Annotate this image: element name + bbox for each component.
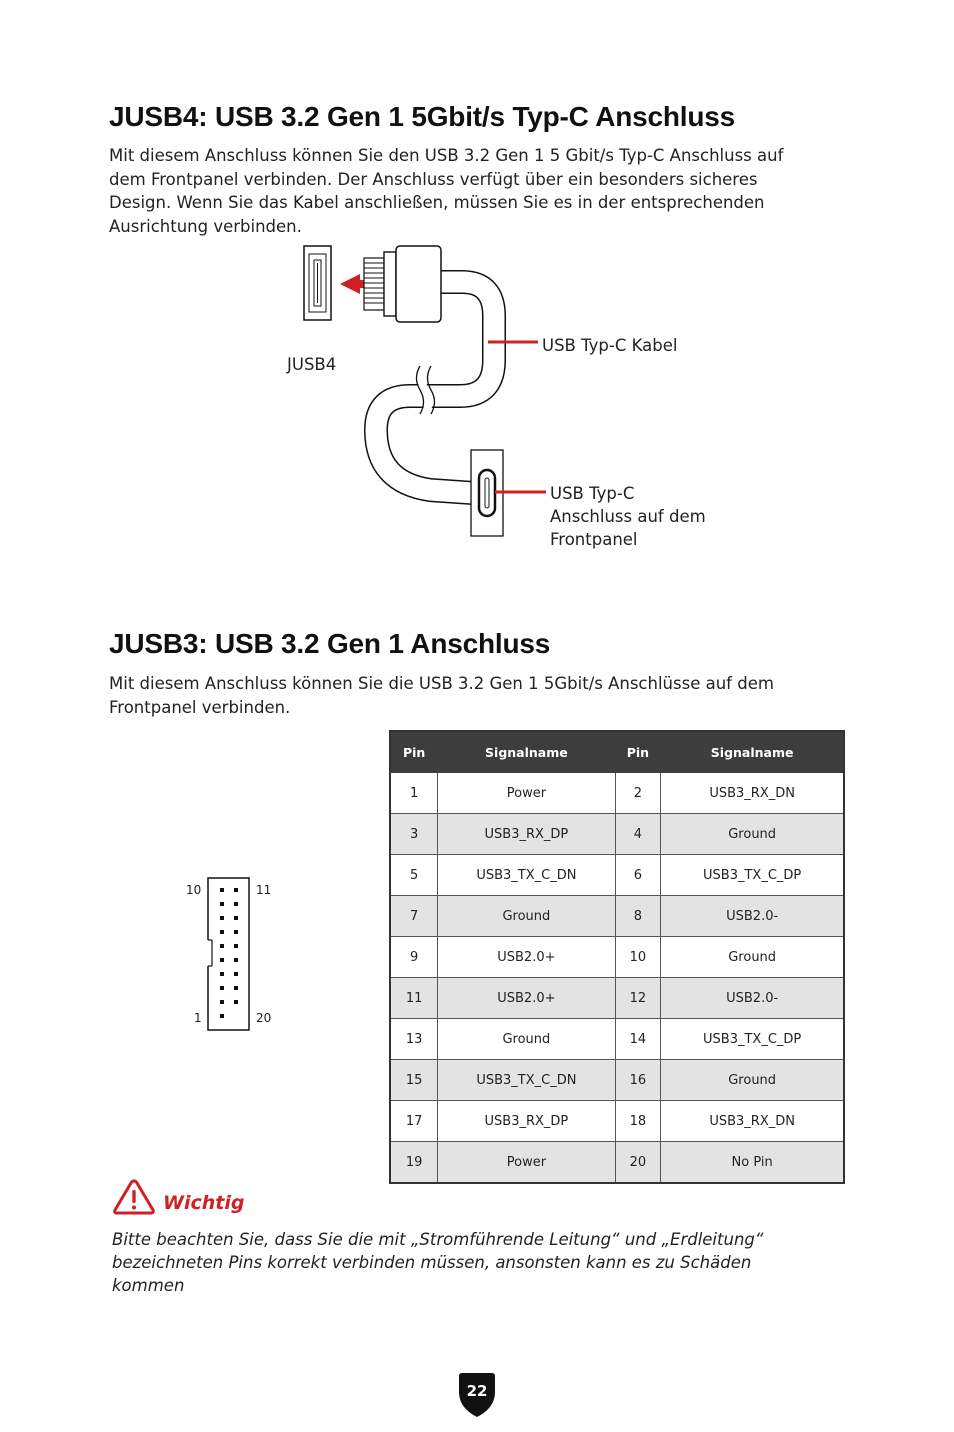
table-cell: Ground (661, 1060, 844, 1101)
warning-line: bezeichneten Pins korrekt verbinden müssen, ansonsten kann es zu Schäden (112, 1253, 752, 1272)
body-line: Frontpanel verbinden. (109, 697, 291, 717)
body-line: Design. Wenn Sie das Kabel anschließen, müssen Sie es in der entsprechenden (109, 193, 765, 212)
table-cell: Ground (661, 814, 844, 855)
usb-c-plug-icon (364, 246, 441, 322)
warning-triangle-icon (112, 1178, 156, 1216)
table-header-cell: Pin (390, 731, 438, 773)
table-header-cell: Signalname (661, 731, 844, 773)
table-cell: USB2.0- (661, 896, 844, 937)
body-line: Mit diesem Anschluss können Sie den USB 3.2 Gen 1 5 Gbit/s Typ-C Anschluss auf (109, 146, 784, 165)
table-cell: 2 (615, 773, 661, 814)
section-title-jusb4: JUSB4: USB 3.2 Gen 1 5Gbit/s Typ-C Anschluss (109, 101, 736, 132)
table-cell: USB3_RX_DP (438, 814, 615, 855)
body-line: dem Frontpanel verbinden. Der Anschluss verfügt über ein besonders sicheres (109, 169, 758, 189)
table-cell: USB3_TX_C_DN (438, 855, 615, 896)
port-label-line: Frontpanel (550, 530, 638, 549)
table-cell: USB3_RX_DN (661, 1101, 844, 1142)
table-cell: USB3_RX_DP (438, 1101, 615, 1142)
section-body-jusb3 (109, 672, 829, 719)
table-cell: Power (438, 773, 615, 814)
table-header-row (390, 731, 844, 773)
pin-label-10: 10 (186, 883, 202, 897)
table-cell: Ground (438, 1019, 615, 1060)
table-cell: No Pin (661, 1142, 844, 1184)
table-row (390, 773, 844, 814)
table-cell: Power (438, 1142, 615, 1184)
jusb4-label: JUSB4 (287, 355, 337, 374)
table-row (390, 814, 844, 855)
port-label-line: Anschluss auf dem (550, 507, 706, 526)
table-cell: USB3_TX_C_DN (438, 1060, 615, 1101)
table-cell: USB2.0+ (438, 937, 615, 978)
cable-label: USB Typ-C Kabel (542, 336, 678, 355)
table-cell: USB2.0+ (438, 978, 615, 1019)
table-cell: Ground (661, 937, 844, 978)
warning-text (112, 1228, 832, 1297)
table-header-cell: Pin (615, 731, 661, 773)
body-line: Mit diesem Anschluss können Sie die USB 3.2 Gen 1 5Gbit/s Anschlüsse auf dem (109, 674, 774, 693)
table-cell: 11 (390, 978, 438, 1019)
table-cell: 8 (615, 896, 661, 937)
pin-label-1: 1 (194, 1011, 202, 1025)
table-cell: USB3_TX_C_DP (661, 1019, 844, 1060)
table-cell: USB2.0- (661, 978, 844, 1019)
table-header-cell: Signalname (438, 731, 615, 773)
table-cell: 3 (390, 814, 438, 855)
table-row (390, 1019, 844, 1060)
pin-assignment-table (389, 730, 845, 1184)
table-cell: 5 (390, 855, 438, 896)
jusb4-connection-diagram (0, 0, 954, 600)
table-cell: 4 (615, 814, 661, 855)
page-number: 22 (466, 1382, 488, 1400)
table-row (390, 1101, 844, 1142)
section-title-jusb3: JUSB3: USB 3.2 Gen 1 Anschluss (109, 628, 551, 659)
table-cell: Ground (438, 896, 615, 937)
table-cell: 14 (615, 1019, 661, 1060)
table-row (390, 1060, 844, 1101)
jusb4-connector-icon (304, 246, 331, 320)
table-row (390, 896, 844, 937)
port-label (550, 482, 706, 551)
table-cell: 17 (390, 1101, 438, 1142)
table-cell: 19 (390, 1142, 438, 1184)
table-cell: 12 (615, 978, 661, 1019)
pin-label-11: 11 (256, 883, 272, 897)
table-cell: USB3_RX_DN (661, 773, 844, 814)
table-cell: 1 (390, 773, 438, 814)
pin-label-20: 20 (256, 1011, 272, 1025)
warning-line: Bitte beachten Sie, dass Sie die mit „Stromführende Leitung“ und „Erdleitung“ (112, 1230, 764, 1249)
warning-label: Wichtig (163, 1192, 245, 1214)
table-cell: 16 (615, 1060, 661, 1101)
port-label-line: USB Typ-C (550, 484, 635, 503)
table-cell: 15 (390, 1060, 438, 1101)
table-row (390, 978, 844, 1019)
table-cell: 9 (390, 937, 438, 978)
table-cell: 20 (615, 1142, 661, 1184)
body-line: Ausrichtung verbinden. (109, 216, 302, 236)
table-row (390, 937, 844, 978)
table-row (390, 1142, 844, 1184)
table-row (390, 855, 844, 896)
table-cell: 10 (615, 937, 661, 978)
table-cell: 13 (390, 1019, 438, 1060)
table-cell: 6 (615, 855, 661, 896)
table-cell: 7 (390, 896, 438, 937)
table-cell: 18 (615, 1101, 661, 1142)
warning-line: kommen (112, 1276, 185, 1295)
table-cell: USB3_TX_C_DP (661, 855, 844, 896)
